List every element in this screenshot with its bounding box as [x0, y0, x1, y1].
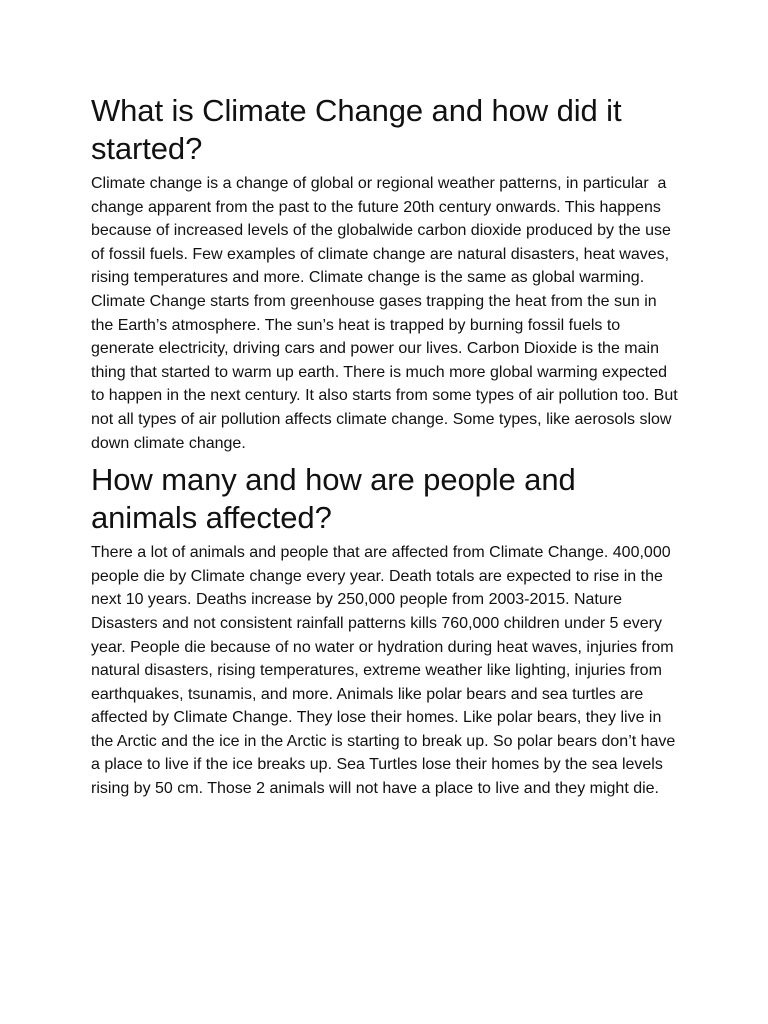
section-heading: What is Climate Change and how did it started? — [91, 93, 622, 166]
paragraph: Climate Change starts from greenhouse gases trapping the heat from the sun in the Earth’s atmosphere. The sun’s heat is trapped by burning fossil fuels to generate electricity, driving cars and power our lives. Carbon Dioxide is the main thing that started to warm up earth. There is much more global warming expected to happen in the next century. It also starts from some types of air pollution too. But not all types of air pollution affects climate change. Some types, like aerosols slow down climate change. — [91, 292, 683, 452]
paragraph: There a lot of animals and people that are affected from Climate Change. 400,000 people die by Climate change every year. Death totals are expected to rise in the next 10 years. Deaths increase by 250,000 people from 2003-2015. Nature Disasters and not consistent rainfall patterns kills 760,000 children under 5 every year. People die because of no water or hydration during heat waves, injuries from natural disasters, rising temperatures, extreme weather like lighting, injuries from earthquakes, tsunamis, and more. Animals like polar bears and sea turtles are affected by Climate Change. They lose their homes. Like polar bears, they live in the Arctic and the ice in the Arctic is starting to break up. So polar bears don’t have a place to live if the ice breaks up. Sea Turtles lose their homes by the sea levels rising by 50 cm. Those 2 animals will not have a place to live and they might die. — [91, 544, 680, 798]
paragraph: Climate change is a change of global or regional weather patterns, in particular a change apparent from the past to the future 20th century onwards. This happens because of increased levels of the globalwide carbon dioxide produced by the use of fossil fuels. Few examples of climate change are natural disasters, heat waves, rising temperatures and more. Climate change is the same as global warming. — [91, 175, 676, 287]
document-page — [91, 92, 683, 801]
section-people-animals-affected — [91, 461, 683, 801]
section-heading: How many and how are people and animals affected? — [91, 462, 576, 536]
section-climate-change — [91, 92, 683, 455]
